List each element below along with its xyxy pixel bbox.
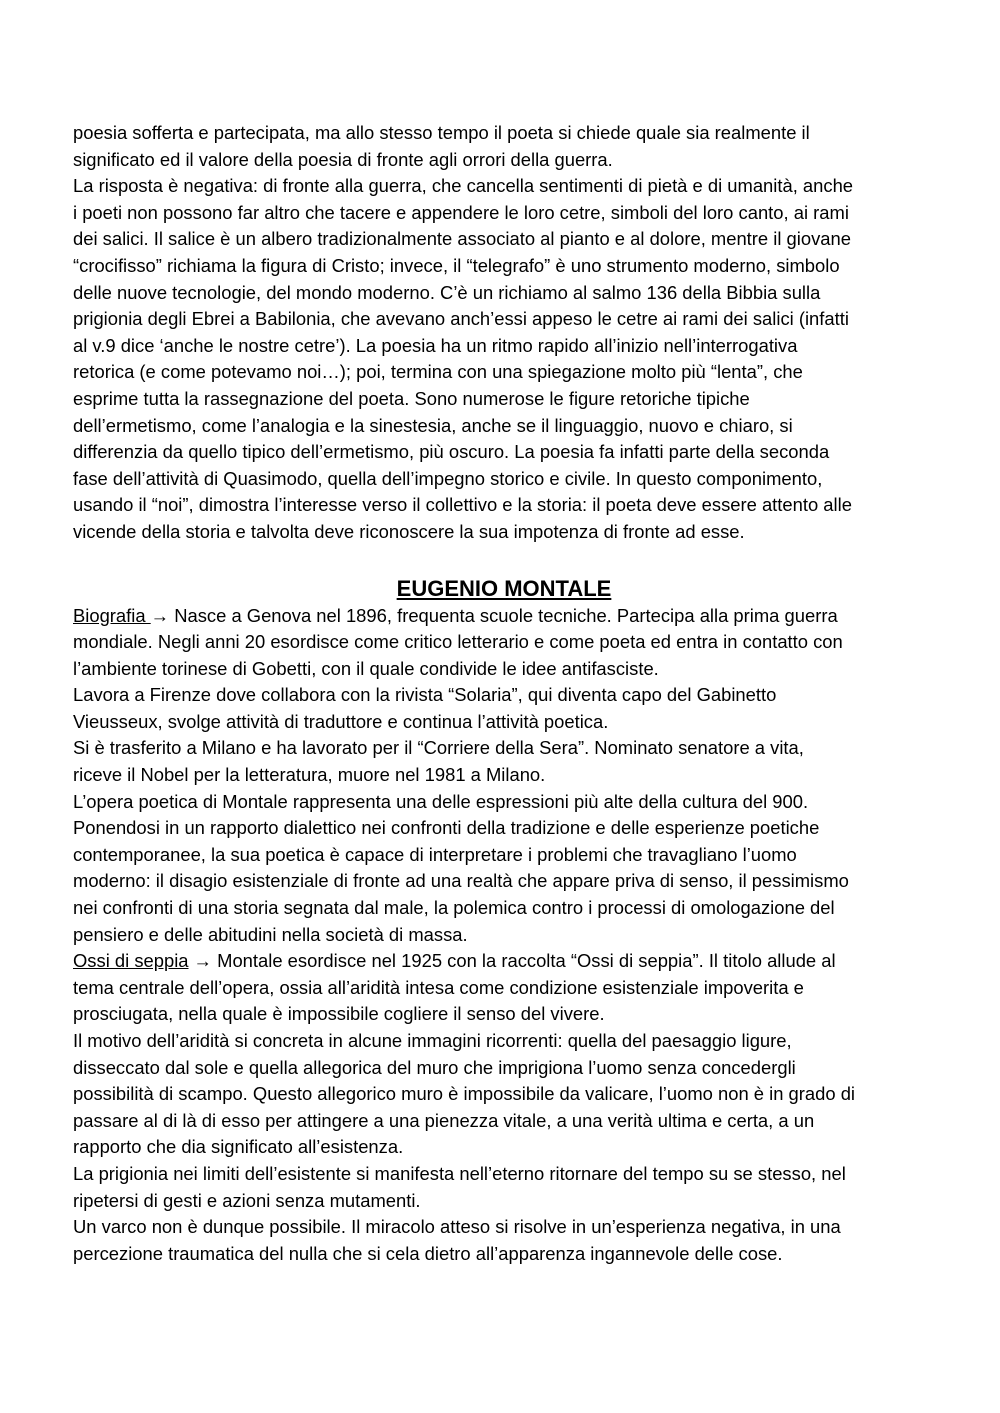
text-line: tema centrale dell’opera, ossia all’aridità intesa come condizione esistenziale impoverita e: [73, 976, 804, 998]
text-line: La prigionia nei limiti dell’esistente si manifesta nell’eterno ritornare del tempo su se stesso, nel: [73, 1162, 846, 1184]
text-line: i poeti non possono far altro che tacere e appendere le loro cetre, simboli del loro canto, ai rami: [73, 201, 849, 223]
text-line: passare al di là di esso per attingere a una pienezza vitale, a una verità ultima e certa, a un: [73, 1109, 815, 1131]
biografia-text: → Nasce a Genova nel 1896, frequenta scuole tecniche. Partecipa alla prima guerra: [150, 604, 838, 626]
text-line: al v.9 dice ‘anche le nostre cetre’). La poesia ha un ritmo rapido all’inizio nell’interrogativa: [73, 334, 798, 356]
text-line: Si è trasferito a Milano e ha lavorato per il “Corriere della Sera”. Nominato senatore a vita,: [73, 737, 804, 759]
text-line: dei salici. Il salice è un albero tradizionalmente associato al pianto e al dolore, mentre il giovane: [73, 228, 851, 250]
section-heading: EUGENIO MONTALE: [396, 575, 612, 601]
text-line: delle nuove tecnologie, del mondo moderno. C’è un richiamo al salmo 136 della Bibbia sulla: [73, 281, 821, 303]
text-line: L’opera poetica di Montale rappresenta una delle espressioni più alte della cultura del 900.: [73, 790, 809, 812]
text-line: Ponendosi in un rapporto dialettico nei confronti della tradizione e delle esperienze poetiche: [73, 817, 820, 839]
text-line: “crocifisso” richiama la figura di Cristo; invece, il “telegrafo” è uno strumento moderno, simbolo: [73, 254, 840, 276]
text-line: Lavora a Firenze dove collabora con la rivista “Solaria”, qui diventa capo del Gabinetto: [73, 684, 777, 706]
biografia-label: Biografia: [73, 604, 151, 626]
text-line: poesia sofferta e partecipata, ma allo stesso tempo il poeta si chiede quale sia realmente il: [73, 122, 810, 143]
montale-section: [73, 603, 935, 1268]
text-line: contemporanee, la sua poetica è capace di interpretare i problemi che travagliano l’uomo: [73, 843, 797, 865]
text-line: disseccato dal sole e quella allegorica del muro che imprigiona l’uomo senza concedergli: [73, 1056, 796, 1078]
text-line: percezione traumatica del nulla che si cela dietro all’apparenza ingannevole delle cose.: [73, 1242, 783, 1264]
text-line: ripetersi di gesti e azioni senza mutamenti.: [73, 1189, 421, 1211]
text-line: pensiero e delle abitudini nella società di massa.: [73, 923, 468, 945]
text-line: fase dell’attività di Quasimodo, quella dell’impegno storico e civile. In questo componimento,: [73, 467, 823, 489]
text-line: prosciugata, nella quale è impossibile cogliere il senso del vivere.: [73, 1003, 605, 1025]
text-line: mondiale. Negli anni 20 esordisce come critico letterario e come poeta ed entra in contatto con: [73, 631, 843, 653]
text-line: Vieusseux, svolge attività di traduttore e continua l’attività poetica.: [73, 710, 609, 732]
text-line: Un varco non è dunque possibile. Il miracolo atteso si risolve in un’esperienza negativa, in una: [73, 1216, 841, 1238]
text-line: vicende della storia e talvolta deve riconoscere la sua impotenza di fronte ad esse.: [73, 520, 745, 542]
text-line: riceve il Nobel per la letteratura, muore nel 1981 a Milano.: [73, 764, 546, 786]
text-line: esprime tutta la rassegnazione del poeta. Sono numerose le figure retoriche tipiche: [73, 387, 750, 409]
text-line: retorica (e come potevamo noi…); poi, termina con una spiegazione molto più “lenta”, che: [73, 361, 803, 383]
text-line: usando il “noi”, dimostra l’interesse verso il collettivo e la storia: il poeta deve essere attento alle: [73, 494, 852, 516]
ossi-di-seppia-text: → Montale esordisce nel 1925 con la raccolta “Ossi di seppia”. Il titolo allude al: [188, 950, 836, 972]
intro-paragraphs: [73, 120, 935, 546]
ossi-di-seppia-label: Ossi di seppia: [73, 950, 189, 972]
text-line: Il motivo dell’aridità si concreta in alcune immagini ricorrenti: quella del paesaggio ligure,: [73, 1030, 792, 1051]
text-line: dell’ermetismo, come l’analogia e la sinestesia, anche se il linguaggio, nuovo e chiaro, si: [73, 414, 793, 436]
text-line: La risposta è negativa: di fronte alla guerra, che cancella sentimenti di pietà e di umanità, anche: [73, 175, 854, 197]
document-page: [73, 120, 935, 1267]
text-line: possibilità di scampo. Questo allegorico muro è impossibile da valicare, l’uomo non è in grado di: [73, 1083, 856, 1105]
text-line: moderno: il disagio esistenziale di fronte ad una realtà che appare priva di senso, il pessimismo: [73, 870, 849, 892]
text-line: nei confronti di una storia segnata dal male, la polemica contro i processi di omologazione del: [73, 897, 835, 919]
text-line: prigionia degli Ebrei a Babilonia, che avevano anch’essi appeso le cetre ai rami dei salici (infatti: [73, 308, 849, 330]
text-line: rapporto che dia significato all’esistenza.: [73, 1136, 404, 1158]
text-line: l’ambiente torinese di Gobetti, con il quale condivide le idee antifasciste.: [73, 657, 659, 679]
text-line: differenzia da quello tipico dell’ermetismo, più oscuro. La poesia fa infatti parte della seconda: [73, 441, 830, 463]
text-line: significato ed il valore della poesia di fronte agli orrori della guerra.: [73, 148, 613, 170]
biografia-line: [73, 603, 935, 630]
ossi-line: [73, 948, 935, 975]
